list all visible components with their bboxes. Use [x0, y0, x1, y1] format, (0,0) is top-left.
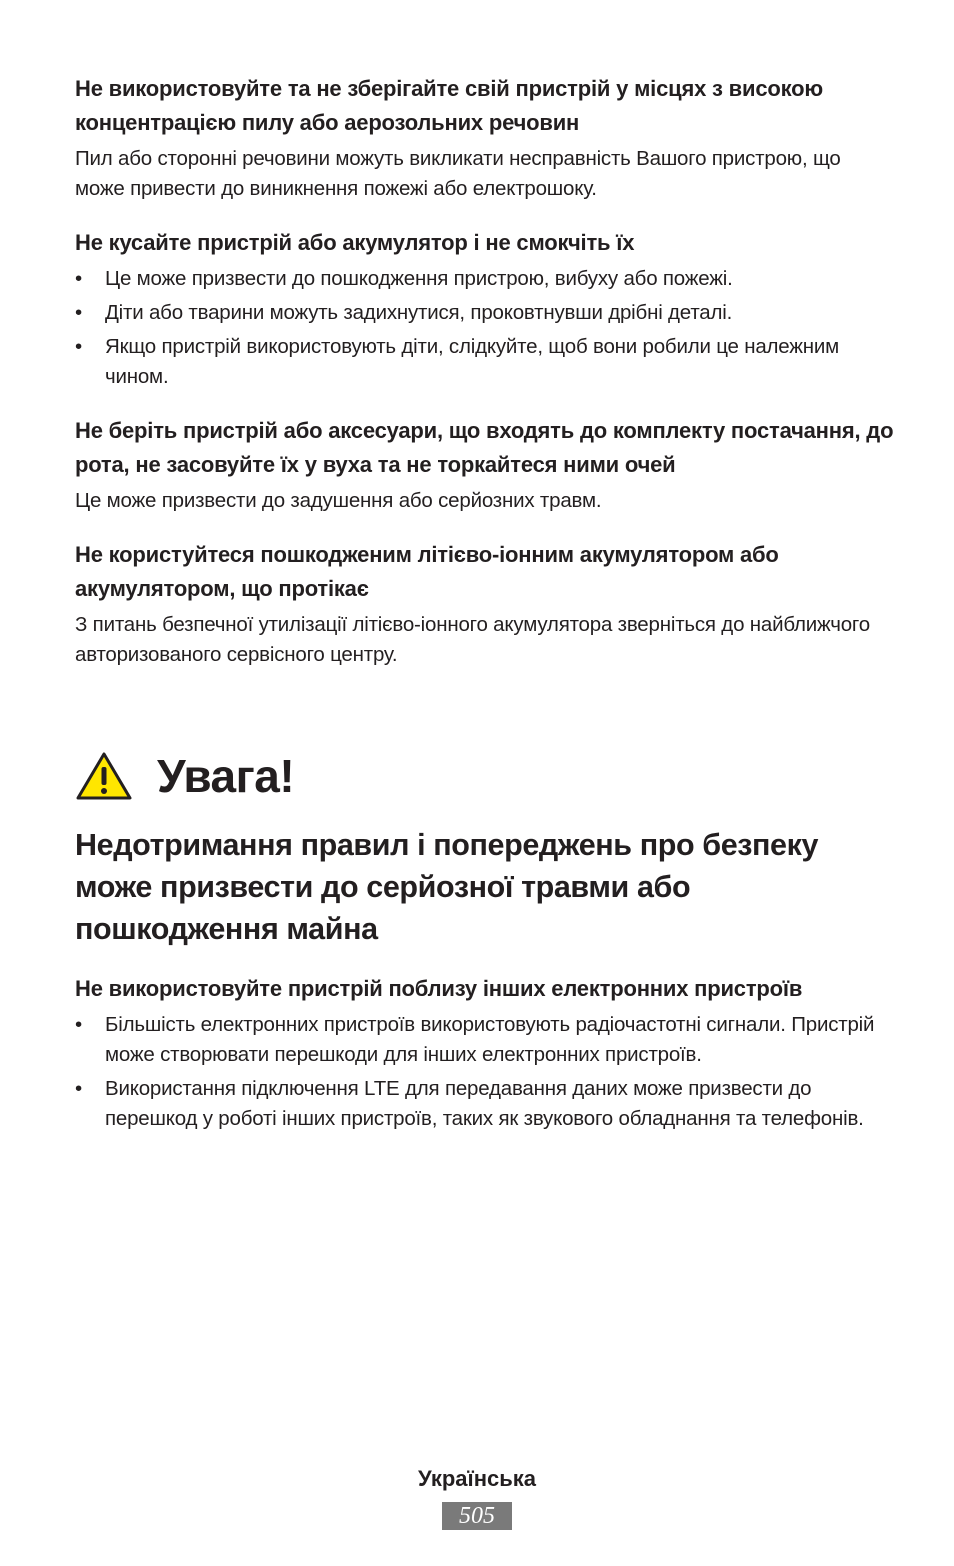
section-electronics: [75, 972, 895, 1134]
page-number: 505: [442, 1502, 512, 1530]
bullet-icon: •: [75, 1077, 82, 1100]
section-heading: Не використовуйте пристрій поблизу інших електронних пристроїв: [75, 976, 803, 1001]
list-item: • Діти або тварини можуть задихнутися, проковтнувши дрібні деталі.: [75, 298, 895, 328]
caution-header: [75, 748, 895, 804]
list-item: • Використання підключення LTE для передавання даних може призвести до перешкод у роботі інших пристроїв, таких як звукового обладнання та телефонів.: [75, 1074, 895, 1134]
section-dust: [75, 72, 895, 204]
bullet-icon: •: [75, 335, 82, 358]
section-bite: [75, 226, 895, 392]
list-item: • Це може призвести до пошкодження пристрою, вибуху або пожежі.: [75, 264, 895, 294]
caution-title: Увага!: [157, 750, 295, 802]
section-heading: Не беріть пристрій або аксесуари, що входять до комплекту постачання, до рота, не засовуйте їх у вуха та не торкайтеся ними очей: [75, 418, 894, 477]
bullet-icon: •: [75, 1013, 82, 1036]
section-heading: Не кусайте пристрій або акумулятор і не смокчіть їх: [75, 230, 635, 255]
section-body: Це може призвести до задушення або серйозних травм.: [75, 489, 602, 512]
list-item: • Якщо пристрій використовують діти, слідкуйте, щоб вони робили це належним чином.: [75, 332, 895, 392]
bullet-list: [75, 264, 895, 392]
caution-subtitle: Недотримання правил і попереджень про безпеку може призвести до серйозної травми або пошкодження майна: [75, 828, 819, 946]
list-item: • Більшість електронних пристроїв використовують радіочастотні сигнали. Пристрій може створювати перешкоди для інших електронних пристроїв.: [75, 1010, 895, 1070]
section-body: Пил або сторонні речовини можуть викликати несправність Вашого пристрою, що може привести до виникнення пожежі або електрошоку.: [75, 147, 841, 200]
bullet-icon: •: [75, 301, 82, 324]
section-battery: [75, 538, 895, 670]
bullet-list: [75, 1010, 895, 1134]
page-footer: [0, 1464, 954, 1530]
bullet-icon: •: [75, 267, 82, 290]
section-mouth: [75, 414, 895, 516]
page-content: [75, 72, 895, 1156]
section-heading: Не користуйтеся пошкодженим літієво-іонним акумулятором або акумулятором, що протікає: [75, 542, 779, 601]
section-heading: Не використовуйте та не зберігайте свій пристрій у місцях з високою концентрацією пилу або аерозольних речовин: [75, 76, 823, 135]
section-body: З питань безпечної утилізації літієво-іонного акумулятора зверніться до найближчого авторизованого сервісного центру.: [75, 613, 870, 666]
footer-language: Українська: [417, 1466, 536, 1491]
warning-triangle-icon: [75, 751, 133, 801]
